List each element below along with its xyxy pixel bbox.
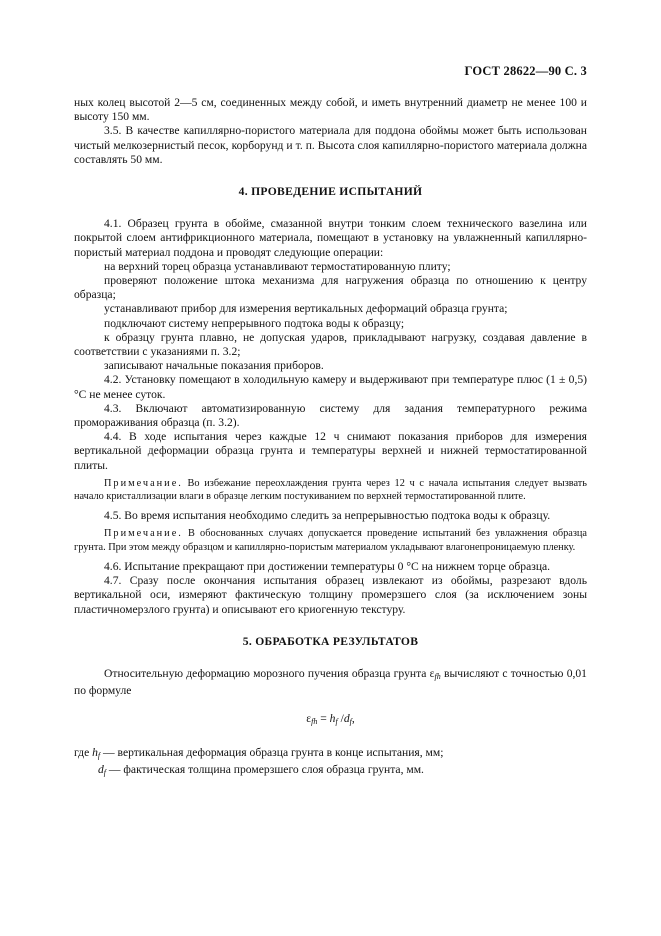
paragraph-4-7: 4.7. Сразу после окончания испытания образец извлекают из обоймы, разрезают вдоль вертикальной оси, измеряют фактическую толщину промерзшего слоя (за исключением зоны пластичномерзлого грунта) и описывают его криогенную текстуру. xyxy=(74,574,587,616)
formula: $\varepsilon_{fh} = h_f$ $/d_f$, xyxy=(306,712,355,727)
operation-item: на верхний торец образца устанавливают термостатированную плиту; xyxy=(104,259,451,273)
definition-h: где $h_f$ — вертикальная деформация образца грунта в конце испытания, мм; xyxy=(74,745,444,760)
section-5-heading: 5. ОБРАБОТКА РЕЗУЛЬТАТОВ xyxy=(242,634,419,648)
paragraph-4-6: 4.6. Испытание прекращают при достижении температуры 0 °С на нижнем торце образца. xyxy=(104,559,551,573)
document-body xyxy=(74,96,587,780)
paragraph-4-2: 4.2. Установку помещают в холодильную камеру и выдерживают при температуре плюс (1 ± 0,5) °С не менее суток. xyxy=(74,373,587,401)
operation-item: записывают начальные показания приборов. xyxy=(104,359,324,373)
paragraph-continuation: ных колец высотой 2—5 см, соединенных между собой, и иметь внутренний диаметр не менее 100 и высоту 150 мм. xyxy=(74,96,587,124)
note-1 xyxy=(74,477,587,503)
paragraph-5-intro: Относительную деформацию морозного пучения образца грунта $\varepsilon_{fh}$ вычисляют с точностью 0,01 по формуле xyxy=(74,666,587,698)
paragraph-4-4: 4.4. В ходе испытания через каждые 12 ч снимают показания приборов для измерения вертикальной деформации образца грунта и температуры верхней и нижней термостатированной плиты. xyxy=(74,430,587,472)
page-header: ГОСТ 28622—90 С. 3 xyxy=(464,64,587,78)
operation-item: подключают систему непрерывного подтока воды к образцу; xyxy=(104,316,405,330)
paragraph-4-1: 4.1. Образец грунта в обойме, смазанной внутри тонким слоем технического вазелина или покрытой слоем антифрикционного материала, помещают в установку на увлажненный капиллярно-пористый материал поддона и проводят следующие операции: xyxy=(74,217,587,259)
operation-item: к образцу грунта плавно, не допуская ударов, прикладывают нагрузку, создавая давление в соответствии с указаниями п. 3.2; xyxy=(74,330,587,359)
operation-item: проверяют положение штока механизма для нагружения образца по отношению к центру образца; xyxy=(74,274,587,302)
note-label: Примечание. xyxy=(104,477,183,489)
paragraph-4-5: 4.5. Во время испытания необходимо следить за непрерывностью подтока воды к образцу. xyxy=(104,509,551,523)
section-4-heading: 4. ПРОВЕДЕНИЕ ИСПЫТАНИЙ xyxy=(238,185,423,199)
note-text: Во избежание переохлаждения грунта через 12 ч с начала испытания следует вызвать начало кристаллизации влаги в образце легким постукиванием по верхней термостатированной плите. xyxy=(74,477,587,503)
note-2 xyxy=(74,527,587,553)
paragraph-4-3: 4.3. Включают автоматизированную систему для задания температурного режима промораживания образца (п. 3.2). xyxy=(74,401,587,430)
definition-d: $d_f$ — фактическая толщина промерзшего слоя образца грунта, мм. xyxy=(98,762,424,777)
note-label: Примечание. xyxy=(104,528,183,540)
note-text: В обоснованных случаях допускается проведение испытаний без увлажнения образца грунта. При этом между образцом и капиллярно-пористым материалом укладывают влагонепроницаемую пленку. xyxy=(74,528,587,553)
operation-item: устанавливают прибор для измерения вертикальных деформаций образца грунта; xyxy=(104,302,508,316)
paragraph-3-5: 3.5. В качестве капиллярно-пористого материала для поддона обоймы может быть использован чистый мелкозернистый песок, корборунд и т. п. Высота слоя капиллярно-пористого материала должна составлять 50 мм. xyxy=(74,124,587,166)
